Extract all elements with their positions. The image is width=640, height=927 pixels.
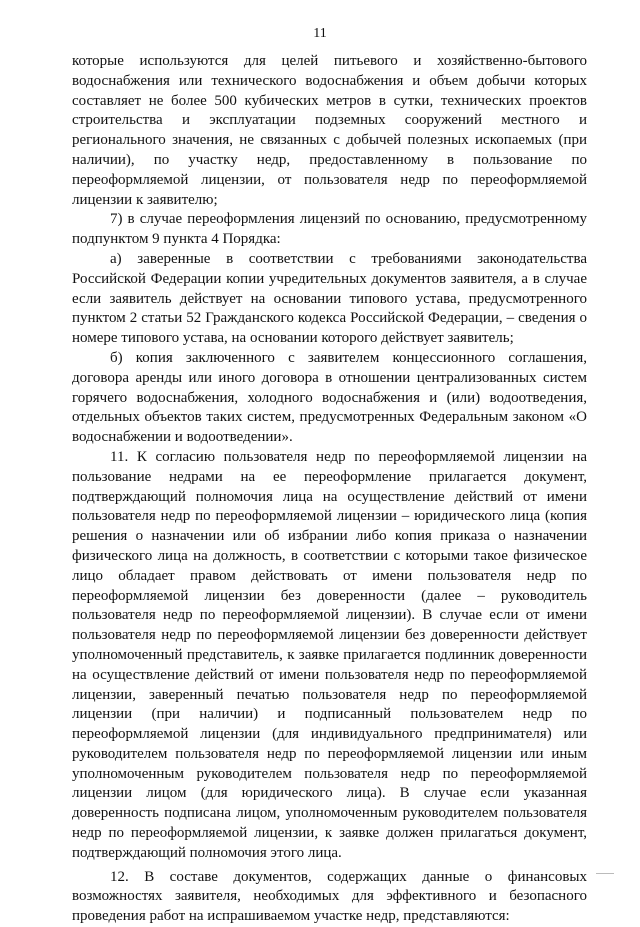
paragraph-item-7: 7) в случае переоформления лицензий по основанию, предусмотренному подпунктом 9 пункта 4 Порядка:: [72, 211, 587, 248]
paragraph-subitem-a: а) заверенные в соответствии с требованиями законодательства Российской Федерации копии учредительных документов заявителя, а в случае если заявитель действует на основании типового устава, предусмотренного пунктом 2 статьи 52 Гражданского кодекса Российской Федерации, – сведения о номере типового устава, на основании которого действует заявитель;: [72, 250, 587, 347]
page-number: 11: [313, 26, 327, 41]
paragraph-subitem-b: б) копия заключенного с заявителем концессионного соглашения, договора аренды или иного договора в отношении централизованных систем горячего водоснабжения, холодного водоснабжения и (или) водоотведения, отдельных объектов таких систем, предусмотренных Федеральным законом «О водоснабжении и водоотведении».: [72, 349, 587, 446]
paragraph-section-11: 11. К согласию пользователя недр по переоформляемой лицензии на пользование недрами на ее переоформление прилагается документ, подтверждающий полномочия лица на осуществление действий от имени пользователя недр по переоформляемой лицензии – юридического лица (копия решения о назначении или об избрании либо копия приказа о назначении физического лица на должность, в соответствии с которыми такое физическое лицо обладает правом действовать от имени пользователя недр по переоформляемой лицензии без доверенности (далее – руководитель пользователя недр по переоформляемой лицензии). В случае если от имени пользователя недр по переоформляемой лицензии без доверенности действует уполномоченный представитель, к заявке прилагается подлинник доверенности на осуществление действий от имени пользователя недр по переоформляемой лицензии, заверенный печатью пользователя недр по переоформляемой лицензии (при наличии) и подписанный пользователем недр по переоформляемой лицензии (для индивидуального предпринимателя) или руководителем пользователя недр по переоформляемой лицензии или иным уполномоченным руководителем пользователя недр по переоформляемой лицензии лицом (для юридического лица). В случае если указанная доверенность подписана лицом, уполномоченным руководителем пользователя недр по переоформляемой лицензии, к заявке должен прилагаться документ, подтверждающий полномочия этого лица.: [72, 448, 587, 861]
paragraph-continuation: которые используются для целей питьевого и хозяйственно-бытового водоснабжения или технического водоснабжения и объем добычи которых составляет не более 500 кубических метров в сутки, технических проектов строительства и эксплуатации подземных сооружений местного и регионального значения, не связанных с добычей полезных ископаемых (при наличии), по участку недр, предоставленному в пользование по переоформляемой лицензии, от пользователя недр по переоформляемой лицензии к заявителю;: [72, 53, 587, 208]
paragraph-section-12: 12. В составе документов, содержащих данные о финансовых возможностях заявителя, необходимых для эффективного и безопасного проведения работ на испрашиваемом участке недр, представляются:: [72, 868, 587, 925]
scan-artifact: [596, 873, 614, 884]
document-body: [72, 52, 587, 927]
